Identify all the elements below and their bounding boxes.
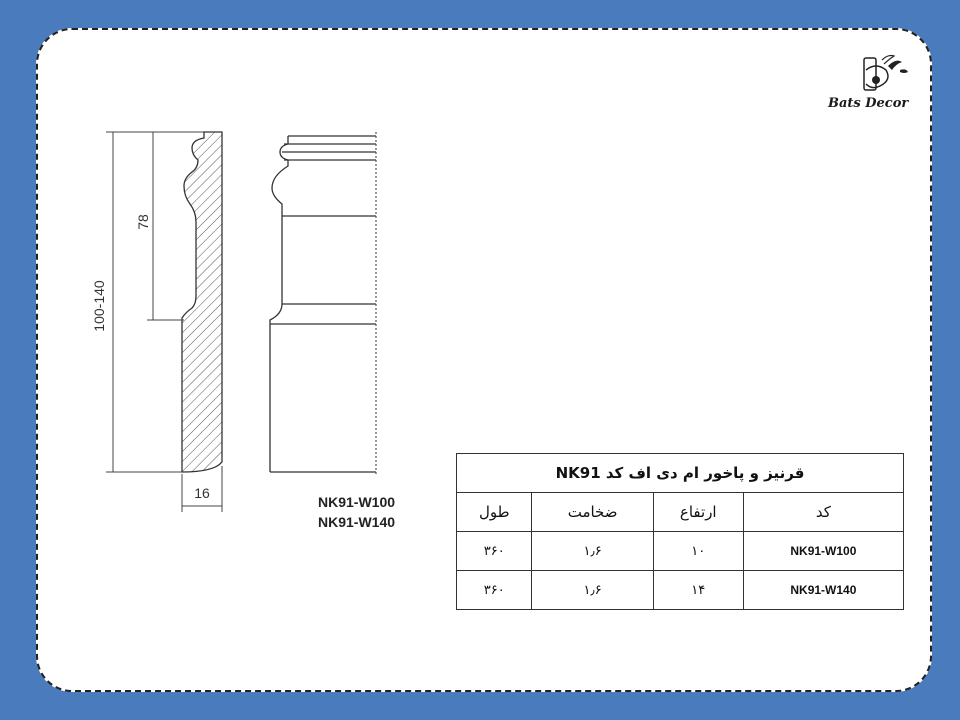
spec-table xyxy=(456,453,904,610)
cell-thickness: ۱٫۶ xyxy=(532,532,653,571)
header-length: طول xyxy=(457,493,532,532)
table-row xyxy=(457,571,904,610)
cell-length: ۳۶۰ xyxy=(457,532,532,571)
table-title: قرنیز و پاخور ام دی اف کد NK91 xyxy=(457,454,904,493)
profile-section xyxy=(182,132,222,472)
table-row xyxy=(457,532,904,571)
dimension-total-label: 100-140 xyxy=(91,280,107,332)
cell-code: NK91-W140 xyxy=(743,571,903,610)
front-elevation xyxy=(270,136,376,472)
table-header-row xyxy=(457,493,904,532)
cell-thickness: ۱٫۶ xyxy=(532,571,653,610)
cell-length: ۳۶۰ xyxy=(457,571,532,610)
dimension-thickness-label: 16 xyxy=(194,485,210,501)
header-code: کد xyxy=(743,493,903,532)
header-thickness: ضخامت xyxy=(532,493,653,532)
header-height: ارتفاع xyxy=(653,493,743,532)
dimension-partial-label: 78 xyxy=(135,214,151,230)
cell-height: ۱۴ xyxy=(653,571,743,610)
brand-name: Bats Decor xyxy=(828,96,909,111)
cell-code: NK91-W100 xyxy=(743,532,903,571)
product-code-label: NK91-W100 xyxy=(318,494,396,510)
product-code-label: NK91-W140 xyxy=(318,514,396,530)
cell-height: ۱۰ xyxy=(653,532,743,571)
